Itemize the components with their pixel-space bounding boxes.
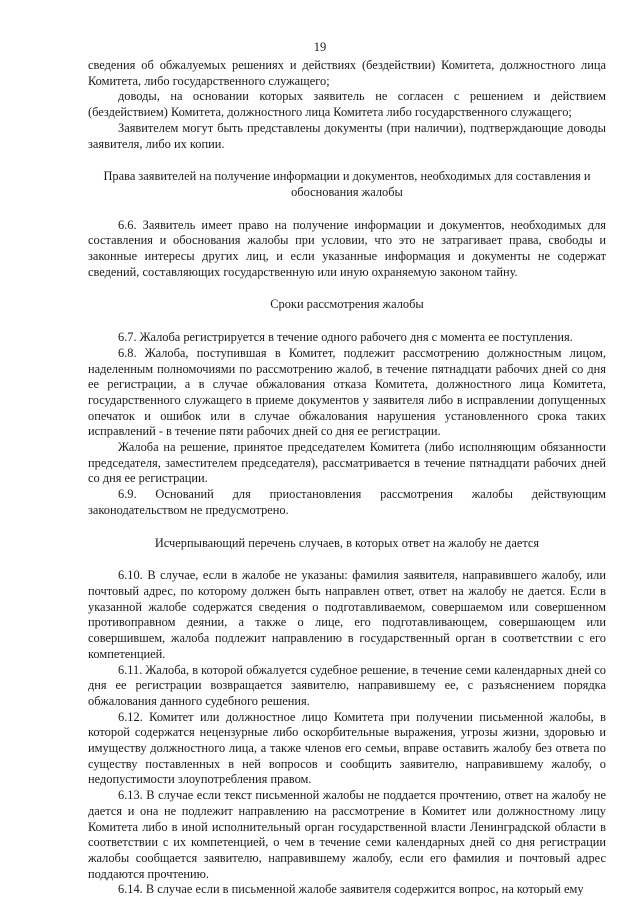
- section-heading-rights: Права заявителей на получение информации и документов, необходимых для составления и обоснования жалобы: [103, 169, 591, 199]
- paragraph-6-7: 6.7. Жалоба регистрируется в течение одного рабочего дня с момента ее поступления.: [118, 330, 573, 345]
- section-heading-exhaustive: Исчерпывающий перечень случаев, в которых ответ на жалобу не дается: [154, 535, 540, 550]
- page-number: 19: [313, 40, 327, 54]
- paragraph-6-13: 6.13. В случае если текст письменной жалобы не поддается прочтению, ответ на жалобу не дается и она не подлежит направлению на рассмотрение в Комитет или должностному лицу Комитета либо в иной исполнительный орган государственной власти Ленинградской области в соответствии с их компетенцией, о чем в течение семи календарных дней со дня регистрации жалобы сообщается заявителю, направившему жалобу, если его фамилия и почтовый адрес поддаются прочтению.: [88, 788, 606, 881]
- paragraph-6-9: 6.9. Оснований для приостановления рассмотрения жалобы действующим законодательством не предусмотрено.: [88, 487, 606, 517]
- paragraph-6-6: 6.6. Заявитель имеет право на получение информации и документов, необходимых для составления и обоснования жалобы при условии, что это не затрагивает права, свободы и законные интересы других лиц, и если указанные информация и документы не содержат сведений, составляющих государственную или иную охраняемую законом тайну.: [88, 217, 606, 279]
- paragraph-6-8: 6.8. Жалоба, поступившая в Комитет, подлежит рассмотрению должностным лицом, наделенным полномочиями по рассмотрению жалоб, в течение пятнадцати рабочих дней со дня ее регистрации, а в случае обжалования отказа Комитета, должностного лица Комитета, государственного служащего в приеме документов у заявителя либо в исправлении допущенных опечаток и ошибок или в случае обжалования нарушения установленного срока таких исправлений - в течение пяти рабочих дней со дня ее регистрации.: [88, 345, 606, 439]
- paragraph-6-12: 6.12. Комитет или должностное лицо Комитета при получении письменной жалобы, в которой содержатся нецензурные либо оскорбительные выражения, угрозы жизни, здоровью и имуществу должностного лица, а также членов его семьи, вправе оставить жалобу без ответа по существу поставленных в ней вопросов и сообщить заявителю, направившему жалобу, о недопустимости злоупотребления правом.: [88, 709, 606, 787]
- intro-paragraph-2: доводы, на основании которых заявитель не согласен с решением и действием (бездействием) Комитета, должностного лица Комитета либо государственного служащего;: [88, 89, 606, 120]
- paragraph-6-11: 6.11. Жалоба, в которой обжалуется судебное решение, в течение семи календарных дней со дня ее регистрации возвращается заявителю, направившему ее, с разъяснением порядка обжалования данного судебного решения.: [88, 662, 606, 708]
- paragraph-6-10: 6.10. В случае, если в жалобе не указаны: фамилия заявителя, направившего жалобу, или почтовый адрес, по которому должен быть направлен ответ, ответ на жалобу не дается. Если в указанной жалобе содержатся сведения о подготавливаемом, совершаемом или совершенном противоправном деянии, а также о лице, его подготавливающем, совершающем или совершившем, жалоба подлежит направлению в государственный орган в соответствии с его компетенцией.: [88, 568, 606, 661]
- intro-paragraph-3: Заявителем могут быть представлены документы (при наличии), подтверждающие доводы заявителя, либо их копии.: [88, 120, 606, 151]
- document-body: [88, 58, 606, 898]
- paragraph-decision-appeal: Жалоба на решение, принятое председателем Комитета (либо исполняющим обязанности председателя, заместителем председателя), рассматривается в течение пятнадцати рабочих дней со дня ее регистрации.: [88, 440, 606, 486]
- intro-paragraph-1: сведения об обжалуемых решениях и действиях (бездействии) Комитета, должностного лица Комитета, либо государственного служащего;: [88, 58, 606, 88]
- paragraph-6-14: 6.14. В случае если в письменной жалобе заявителя содержится вопрос, на который ему: [118, 882, 584, 897]
- section-heading-terms: Сроки рассмотрения жалобы: [270, 297, 424, 312]
